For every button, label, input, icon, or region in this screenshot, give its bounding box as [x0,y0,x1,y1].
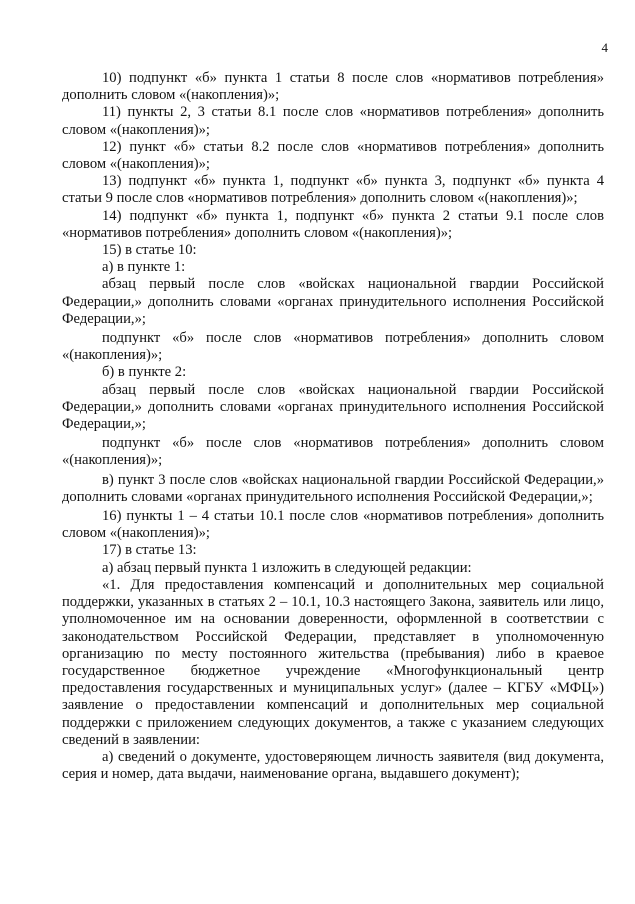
paragraph-item-14: 14) подпункт «б» пункта 1, подпункт «б» пункта 2 статьи 9.1 после слов «нормативов потребления» дополнить словом «(накопления)»; [62,207,604,241]
paragraph-15a-podpunkt: подпункт «б» после слов «нормативов потребления» дополнить словом «(накопления)»; [62,330,604,364]
document-body [62,70,604,783]
paragraph-item-15: 15) в статье 10: [102,242,197,259]
paragraph-15b-podpunkt: подпункт «б» после слов «нормативов потребления» дополнить словом «(накопления)»; [62,435,604,469]
paragraph-item-13: 13) подпункт «б» пункта 1, подпункт «б» пункта 3, подпункт «б» пункта 4 статьи 9 после слов «нормативов потребления» дополнить словом «(накопления)»; [62,173,604,207]
paragraph-15a: а) в пункте 1: [102,259,186,276]
paragraph-17a: а) абзац первый пункта 1 изложить в следующей редакции: [102,559,472,576]
paragraph-15a-abzac: абзац первый после слов «войсках национальной гвардии Российской Федерации,» дополнить словами «органах принудительного исполнения Российской Федерации,»; [62,276,604,327]
paragraph-item-10: 10) подпункт «б» пункта 1 статьи 8 после слов «нормативов потребления» дополнить словом «(накопления)»; [62,70,604,104]
paragraph-new-clause-1: «1. Для предоставления компенсаций и дополнительных мер социальной поддержки, указанных в статьях 2 – 10.1, 10.3 настоящего Закона, заявитель или лицо, уполномоченное им на основании доверенности, оформленной в соответствии с законодательством Российской Федерации, представляет в уполномоченную организацию по месту постоянного жительства (пребывания) либо в краевое государственное бюджетное учреждение «Многофункциональный центр предоставления государственных и муниципальных услуг» (далее – КГБУ «МФЦ») заявление о предоставлении компенсаций и дополнительных мер социальной поддержки с приложением следующих документов, а также с указанием следующих сведений в заявлении: [62,576,604,748]
paragraph-item-11: 11) пункты 2, 3 статьи 8.1 после слов «нормативов потребления» дополнить словом «(накопления)»; [62,104,604,138]
paragraph-15v: в) пункт 3 после слов «войсках национальной гвардии Российской Федерации,» дополнить словами «органах принудительного исполнения Российской Федерации,»; [62,471,604,505]
paragraph-item-12: 12) пункт «б» статьи 8.2 после слов «нормативов потребления» дополнить словом «(накопления)»; [62,138,604,173]
paragraph-item-17: 17) в статье 13: [102,542,197,559]
paragraph-15b: б) в пункте 2: [102,364,187,381]
paragraph-15b-abzac: абзац первый после слов «войсках национальной гвардии Российской Федерации,» дополнить словами «органах принудительного исполнения Российской Федерации,»; [62,381,604,433]
page-number: 4 [601,40,608,55]
paragraph-new-clause-1a: а) сведений о документе, удостоверяющем личность заявителя (вид документа, серия и номер, дата выдачи, наименование органа, выдавшего документ); [62,748,604,783]
paragraph-item-16: 16) пункты 1 – 4 статьи 10.1 после слов «нормативов потребления» дополнить словом «(накопления)»; [62,508,604,542]
